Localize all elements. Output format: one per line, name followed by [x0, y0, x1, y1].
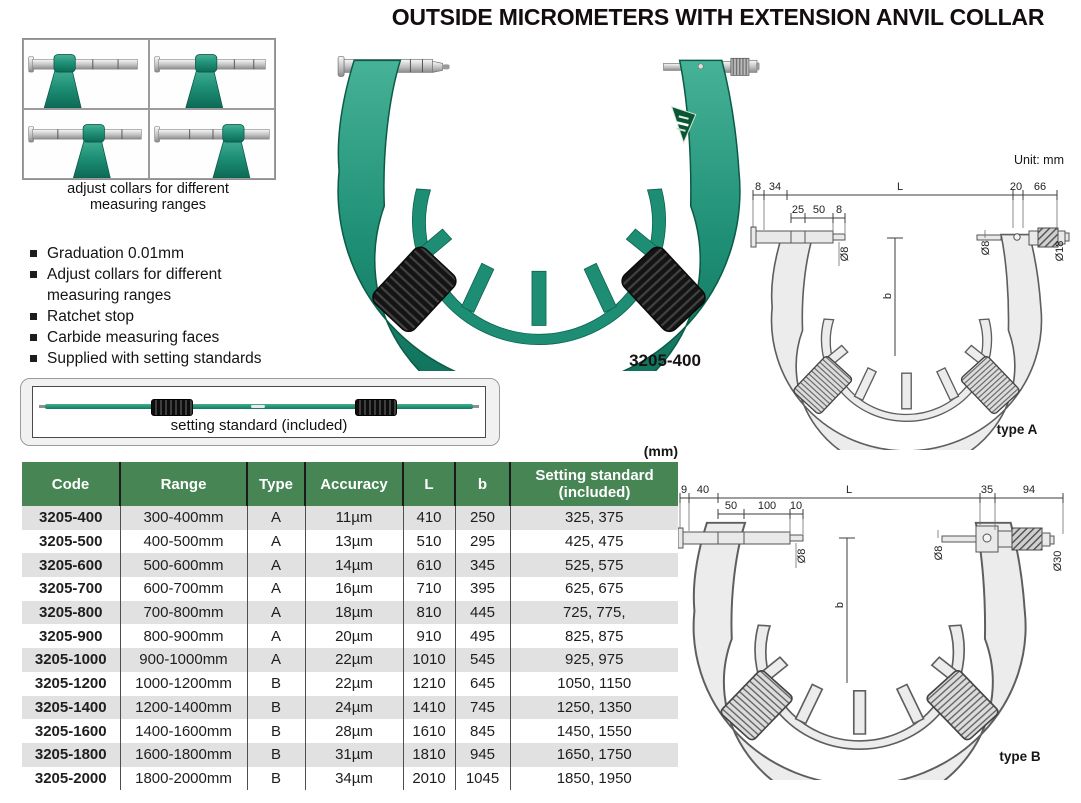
table-row: [22, 672, 678, 696]
table-cell: 14µm: [305, 553, 403, 577]
table-cell: 625, 675: [565, 580, 624, 598]
feature-text: Graduation 0.01mm: [47, 245, 184, 262]
table-cell: 16µm: [305, 577, 403, 601]
feature-item: [30, 306, 290, 327]
table-cell: 800-900mm: [120, 624, 247, 648]
table-cell: 645: [455, 672, 510, 696]
table-cell: B: [247, 719, 305, 743]
table-cell: 1810: [403, 743, 455, 767]
table-cell: 1250, 1350: [556, 698, 632, 716]
column-header-range: Range: [120, 462, 247, 506]
table-cell: 395: [455, 577, 510, 601]
table-cell: 1410: [403, 696, 455, 720]
table-cell: 425, 475: [565, 533, 624, 551]
dim-label-34: 34: [768, 181, 782, 193]
dim-label-8b: 8: [835, 204, 843, 216]
diagram-type-b: [672, 458, 1080, 780]
dia-label-left: Ø8: [839, 246, 851, 262]
collar-variant-4: [149, 109, 275, 179]
rod-tip-right: [472, 405, 479, 408]
table-cell: 2010: [403, 767, 455, 791]
table-cell: 1650, 1750: [556, 746, 632, 764]
table-cell: 600-700mm: [120, 577, 247, 601]
table-cell: 510: [403, 530, 455, 554]
table-row: [22, 506, 678, 530]
table-cell: 1045: [455, 767, 510, 791]
table-row: [22, 648, 678, 672]
column-header-setting: Setting standard (included): [510, 462, 678, 506]
dim-label-L: L: [845, 484, 853, 496]
dia-label-right-big: Ø30: [1052, 550, 1064, 572]
table-cell: 11µm: [305, 506, 403, 530]
table-cell: B: [247, 767, 305, 791]
table-cell: 700-800mm: [120, 601, 247, 625]
table-row: [22, 719, 678, 743]
table-row: [22, 767, 678, 791]
table-cell: 910: [403, 624, 455, 648]
collar-figure-caption: adjust collars for different measuring ranges: [67, 181, 229, 213]
table-cell: 18µm: [305, 601, 403, 625]
table-cell: 925, 975: [565, 651, 624, 669]
table-row: [22, 577, 678, 601]
table-cell: 3205-800: [22, 601, 120, 625]
setting-standard-caption: setting standard (included): [170, 417, 348, 434]
feature-item: [30, 348, 290, 369]
table-cell: 725, 775,: [562, 604, 626, 622]
table-cell: 1200-1400mm: [120, 696, 247, 720]
height-label-b: b: [834, 601, 846, 609]
dim-label-94: 94: [1022, 484, 1036, 496]
table-cell: 34µm: [305, 767, 403, 791]
table-cell: 13µm: [305, 530, 403, 554]
collar-variant-2-image: [150, 40, 274, 108]
table-cell: A: [247, 506, 305, 530]
table-cell: 3205-1000: [22, 648, 120, 672]
table-cell: 525, 575: [565, 556, 624, 574]
feature-text: Carbide measuring faces: [47, 329, 220, 346]
dim-label-50: 50: [812, 204, 826, 216]
table-cell: 1210: [403, 672, 455, 696]
collar-variant-1-image: [24, 40, 148, 108]
table-cell: 3205-2000: [22, 767, 120, 791]
dia-label-right-small: Ø8: [933, 545, 945, 561]
unit-note: Unit: mm: [1014, 153, 1064, 167]
table-cell: 825, 875: [565, 627, 624, 645]
setting-standard-image: [32, 386, 486, 438]
dia-label-right-big: Ø18: [1054, 240, 1066, 262]
table-cell: 22µm: [305, 672, 403, 696]
collar-variant-1: [23, 39, 149, 109]
table-row: [22, 743, 678, 767]
table-cell: 1000-1200mm: [120, 672, 247, 696]
table-cell: 900-1000mm: [120, 648, 247, 672]
feature-item: [30, 243, 290, 264]
table-cell: 810: [403, 601, 455, 625]
table-cell: 1800-2000mm: [120, 767, 247, 791]
column-header-code: Code: [22, 462, 120, 506]
spec-table-head: [22, 462, 678, 506]
table-row: [22, 553, 678, 577]
table-cell: 400-500mm: [120, 530, 247, 554]
table-cell: 1610: [403, 719, 455, 743]
table-cell: A: [247, 648, 305, 672]
dim-label-8: 8: [754, 181, 762, 193]
rod-grip-left: [151, 399, 193, 416]
table-cell: A: [247, 624, 305, 648]
table-cell: A: [247, 553, 305, 577]
micrometer-photo: [318, 44, 760, 371]
collar-variant-2: [149, 39, 275, 109]
table-cell: 945: [455, 743, 510, 767]
table-cell: 20µm: [305, 624, 403, 648]
feature-list: [30, 243, 290, 369]
dia-label-left: Ø8: [796, 548, 808, 564]
table-cell: 295: [455, 530, 510, 554]
diagram-a-drawing: [745, 150, 1081, 450]
table-cell: 3205-700: [22, 577, 120, 601]
type-a-label: type A: [996, 422, 1038, 437]
column-header-type: Type: [247, 462, 305, 506]
dia-label-right-small: Ø8: [980, 240, 992, 256]
bullet-square-icon: [30, 355, 37, 362]
table-cell: 3205-1600: [22, 719, 120, 743]
table-cell: 495: [455, 624, 510, 648]
dim-label-9: 9: [680, 484, 688, 496]
table-cell: 3205-900: [22, 624, 120, 648]
column-header-b: b: [455, 462, 510, 506]
collar-variant-4-image: [150, 110, 274, 178]
table-cell: 345: [455, 553, 510, 577]
table-cell: 3205-1800: [22, 743, 120, 767]
dim-label-25: 25: [791, 204, 805, 216]
table-cell: 1010: [403, 648, 455, 672]
table-row: [22, 624, 678, 648]
table-cell: 325, 375: [565, 509, 624, 527]
diagram-type-a: [745, 150, 1081, 450]
table-cell: 28µm: [305, 719, 403, 743]
dim-label-40: 40: [696, 484, 710, 496]
table-cell: B: [247, 696, 305, 720]
spec-table: [22, 462, 678, 790]
table-cell: 3205-1400: [22, 696, 120, 720]
bullet-square-icon: [30, 250, 37, 257]
bullet-square-icon: [30, 313, 37, 320]
table-cell: 1450, 1550: [556, 722, 632, 740]
table-cell: 22µm: [305, 648, 403, 672]
table-cell: 3205-600: [22, 553, 120, 577]
table-cell: B: [247, 743, 305, 767]
dim-label-66: 66: [1033, 181, 1047, 193]
dim-label-10: 10: [789, 500, 803, 512]
setting-standard-figure: [20, 378, 500, 446]
dim-label-50: 50: [724, 500, 738, 512]
height-label-b: b: [882, 292, 894, 300]
table-unit-note: (mm): [643, 443, 678, 459]
feature-item: [30, 327, 290, 348]
dim-label-100: 100: [757, 500, 777, 512]
table-row: [22, 601, 678, 625]
feature-text: Supplied with setting standards: [47, 350, 262, 367]
table-cell: 745: [455, 696, 510, 720]
table-row: [22, 530, 678, 554]
dim-label-35: 35: [980, 484, 994, 496]
table-cell: 31µm: [305, 743, 403, 767]
table-cell: 545: [455, 648, 510, 672]
table-cell: A: [247, 530, 305, 554]
feature-item: [30, 264, 290, 306]
table-cell: 250: [455, 506, 510, 530]
table-cell: 445: [455, 601, 510, 625]
column-header-accuracy: Accuracy: [305, 462, 403, 506]
rod-grip-right: [355, 399, 397, 416]
feature-text: Adjust collars for different measuring ranges: [47, 266, 222, 304]
table-cell: A: [247, 577, 305, 601]
table-cell: 500-600mm: [120, 553, 247, 577]
table-cell: 300-400mm: [120, 506, 247, 530]
bullet-square-icon: [30, 271, 37, 278]
table-cell: 845: [455, 719, 510, 743]
table-cell: 3205-400: [22, 506, 120, 530]
table-cell: 710: [403, 577, 455, 601]
dim-label-20: 20: [1009, 181, 1023, 193]
table-cell: 3205-1200: [22, 672, 120, 696]
table-cell: B: [247, 672, 305, 696]
collar-variants-figure: [22, 38, 276, 180]
page-title: OUTSIDE MICROMETERS WITH EXTENSION ANVIL COLLAR: [391, 4, 1045, 30]
table-cell: 1600-1800mm: [120, 743, 247, 767]
collar-variant-3-image: [24, 110, 148, 178]
table-cell: 410: [403, 506, 455, 530]
table-cell: 1850, 1950: [556, 769, 632, 787]
bullet-square-icon: [30, 334, 37, 341]
collar-variant-3: [23, 109, 149, 179]
dim-label-L: L: [896, 181, 904, 193]
header-row: [22, 462, 678, 506]
model-number-label: 3205-400: [629, 351, 701, 370]
table-cell: 1400-1600mm: [120, 719, 247, 743]
table-cell: 1050, 1150: [557, 675, 632, 693]
table-cell: A: [247, 601, 305, 625]
table-row: [22, 696, 678, 720]
feature-text: Ratchet stop: [47, 308, 135, 325]
type-b-label: type B: [999, 749, 1041, 764]
table-cell: 3205-500: [22, 530, 120, 554]
column-header-l: L: [403, 462, 455, 506]
table-cell: 24µm: [305, 696, 403, 720]
table-cell: 610: [403, 553, 455, 577]
rod-glint: [251, 405, 265, 408]
spec-table-body: [22, 506, 678, 790]
